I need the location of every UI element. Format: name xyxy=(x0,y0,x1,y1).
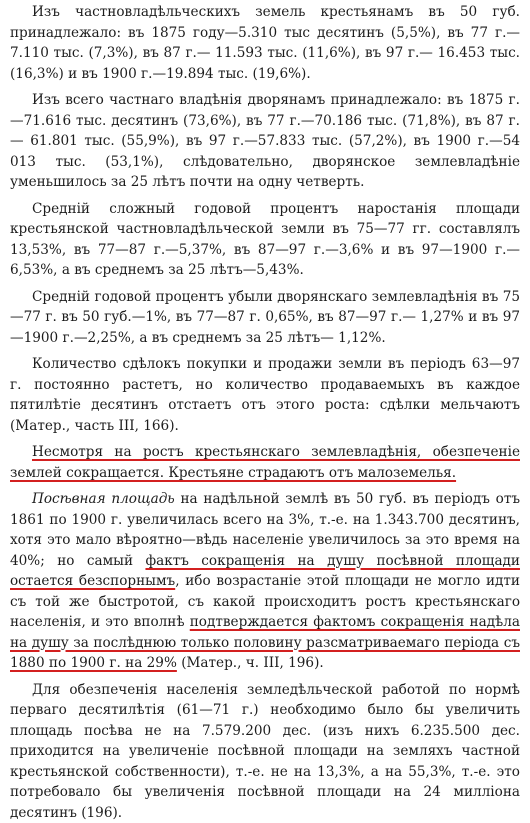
paragraph-land-shortage: Несмотря на ростъ крестьянскаго землевладѣнія, обезпеченіе землей сокращается. Крестьяне страдаютъ отъ малоземелья. xyxy=(10,442,520,483)
paragraph-peasant-land: Изъ частновладѣльческихъ земель крестьянамъ въ 50 губ. принадлежало: въ 1875 году—5.310 тыс десятинъ (5,5%), въ 77 г.—7.110 тыс. (7,3%), въ 87 г.— 11.593 тыс. (11,6%), въ 97 г.— 16.453 тыс. (16,3%) и въ 1900 г.—19.894 тыс. (19,6%). xyxy=(10,2,520,84)
text-part: на надѣльной землѣ въ 50 губ. въ періодъ отъ 1861 по 1900 г. увеличилась всего на 3%, т.-е. на 1.343.700 десятинъ, хотя это мало вѣроятно—вѣдь населеніе увеличилось за это время на 40%; но самый xyxy=(10,491,520,569)
paragraph-growth-rate: Средній сложный годовой процентъ наростанія площади крестьянской частновладѣльческой земли въ 75—77 гг. составлялъ 13,53%, въ 77—87 г.—5,37%, въ 87—97 г.—3,6% и въ 97—1900 г.— 6,53%, а въ среднемъ за 25 лѣтъ—5,43%. xyxy=(10,199,520,281)
paragraph-employment: Для обезпеченія населенія земледѣльческой работой по нормѣ перваго десятилѣтія (61—71 г.) необходимо было бы увеличить площадь посѣва не на 7.579.200 дес. (изъ нихъ 6.235.500 дес. приходится на увеличеніе посѣвной площади на земляхъ частной крестьянской собственности), т.-е. не на 13,3%, а на 55,3%, т.-е. это потребовало бы увеличенія посѣвной площади на 24 милліона десятинъ (196). xyxy=(10,680,520,823)
underlined-phrase: фактъ сокращенія на душу посѣвной площади остается безспорнымъ xyxy=(10,553,520,590)
document-page xyxy=(10,2,520,798)
paragraph-sown-area xyxy=(10,489,520,674)
underlined-phrase: подтверждается фактомъ сокращенія надѣла на душу за послѣднюю только половину разсматриваемаго періода съ 1880 по 1900 г. на 29% xyxy=(10,614,520,671)
text-part: (Матер., ч. III, 196). xyxy=(177,655,324,671)
paragraph-decline-rate: Средній годовой процентъ убыли дворянскаго землевладѣнія въ 75—77 г. въ 50 губ.—1%, въ 77—87 г. 0,65%, въ 87—97 г.— 1,27% и въ 97—1900 г.—2,25%, а въ среднемъ за 25 лѣтъ— 1,12%. xyxy=(10,287,520,349)
paragraph-noble-land: Изъ всего частнаго владѣнія дворянамъ принадлежало: въ 1875 г.—71.616 тыс. десятинъ (73,6%), въ 77 г.—70.186 тыс. (71,8%), въ 87 г.— 61.801 тыс. (55,9%), въ 97 г.—57.833 тыс. (57,2%), въ 1900 г.—54 013 тыс. (53,1%), слѣдовательно, дворянское землевладѣніе уменьшилось за 25 лѣтъ почти на одну четверть. xyxy=(10,90,520,193)
lead-term: Посѣвная площадь xyxy=(32,491,175,507)
paragraph-transactions: Количество сдѣлокъ покупки и продажи земли въ періодъ 63—97 г. постоянно растетъ, но количество продаваемыхъ въ каждое пятилѣтіе десятинъ отстаетъ отъ этого роста: сдѣлки мельчаютъ (Матер., часть III, 166). xyxy=(10,354,520,436)
text-part: , ибо возрастаніе этой площади не могло идти съ той же быстротой, съ какой происходитъ ростъ крестьянскаго населенія, и это вполнѣ xyxy=(10,573,520,630)
